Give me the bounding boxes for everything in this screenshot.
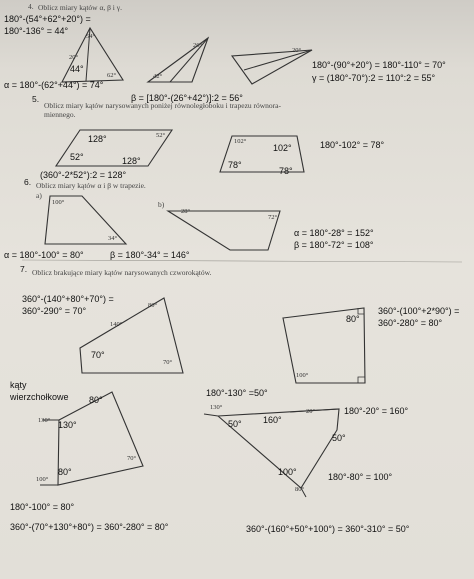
ex5-angle-label: 78° <box>228 160 242 170</box>
ex5-angle-label: 128° <box>122 156 141 166</box>
ex4-angle-label: 44° <box>70 64 84 74</box>
ex6-number: 6. <box>24 177 32 187</box>
ex7-angle-label: 100° <box>36 476 49 483</box>
ex7-angle-label: 70° <box>163 359 173 366</box>
ex7-q2-calc-2: 360°-280° = 80° <box>378 318 443 328</box>
ex7-vertical-angles-note-2: wierzchołkowe <box>10 392 69 402</box>
ex5-prompt-line-2: miennego. <box>44 110 76 119</box>
ex4-triangle-3 <box>232 50 312 84</box>
ex7-angle-label: 80° <box>295 486 305 493</box>
ex7-angle-label: 100° <box>296 372 309 379</box>
ex4-alpha-calc: α = 180°-(62°+44°) = 74° <box>4 80 104 90</box>
ex5-number: 5. <box>32 94 40 104</box>
ex6-calc-a1: α = 180°-100° = 80° <box>4 250 84 260</box>
ex5-angle-label: 102° <box>234 138 247 145</box>
ex7-angle-label: 20° <box>306 408 316 415</box>
ex6-prompt: Oblicz miary kątów α i β w trapezie. <box>36 181 146 190</box>
ex7-angle-label: 130° <box>210 404 223 411</box>
ex4-number: 4. <box>28 2 34 11</box>
ex4-angle-label: 42° <box>153 73 163 80</box>
ex4-angle-label: 62° <box>107 72 117 79</box>
ex7-q4-calc-20: 180°-20° = 160° <box>344 406 409 416</box>
ex7-angle-label: 70° <box>127 455 137 462</box>
ex5-angle-label: 102° <box>273 143 292 153</box>
ex7-q4-calc-top: 180°-130° =50° <box>206 388 268 398</box>
ex4-gamma-calc-2: γ = (180°-70°):2 = 110°:2 = 55° <box>312 73 436 83</box>
ex4-triangle-2-cevian <box>170 38 208 82</box>
ex6-calc-b2: β = 180°-72° = 108° <box>294 240 374 250</box>
ex7-q2-calc-1: 360°-(100°+2*90°) = <box>378 306 460 316</box>
ex7-angle-label: 80° <box>89 395 103 405</box>
ex6-angle-label: 34° <box>108 235 118 242</box>
ex7-angle-label: 160° <box>263 415 282 425</box>
ex6-sub-b: b) <box>158 200 165 209</box>
ex4-angle-label: 20° <box>292 47 302 54</box>
ex7-q3-calc-1: 180°-100° = 80° <box>10 502 75 512</box>
ex6-angle-label: 28° <box>181 208 191 215</box>
ex4-angle-label: 20° <box>69 54 79 61</box>
ex5-angle-label: 78° <box>279 166 293 176</box>
ex6-angle-label: 100° <box>52 199 65 206</box>
ex4-angle-label: 26° <box>193 42 203 49</box>
ex7-angle-label: 50° <box>228 419 242 429</box>
ex4-calc-1: 180°-(54°+62°+20°) = <box>4 14 91 24</box>
ex7-q1-calc-2: 360°-290° = 70° <box>22 306 87 316</box>
ex7-q4-calc-final: 360°-(160°+50°+100°) = 360°-310° = 50° <box>246 524 410 534</box>
ex7-angle-label: 130° <box>38 417 51 424</box>
ex7-angle-label: 50° <box>332 433 346 443</box>
ex4-calc-2: 180°-136° = 44° <box>4 26 69 36</box>
ex4-angle-label: 54° <box>86 33 96 40</box>
ex7-prompt: Oblicz brakujące miary kątów narysowanych czworokątów. <box>32 268 212 277</box>
ex7-q3-calc-2: 360°-(70°+130°+80°) = 360°-280° = 80° <box>10 522 169 532</box>
ex6-sub-a: a) <box>36 191 42 200</box>
ex6-divider <box>22 260 462 262</box>
ex6-calc-b1: α = 180°-28° = 152° <box>294 228 374 238</box>
ex6-angle-label: 72° <box>268 214 278 221</box>
ex7-number: 7. <box>20 264 28 274</box>
ex5-angle-label: 52° <box>70 152 84 162</box>
ex5-angle-label: 128° <box>88 134 107 144</box>
ex5-angle-label: 52° <box>156 132 166 139</box>
ex7-angle-label: 70° <box>91 350 105 360</box>
ex4-gamma-calc-1: 180°-(90°+20°) = 180°-110° = 70° <box>312 60 446 70</box>
ex7-q4-calc-100: 180°-80° = 100° <box>328 472 393 482</box>
ex7-angle-label: 130° <box>58 420 77 430</box>
ex7-angle-label: 80° <box>58 467 72 477</box>
ex5-para-calc: (360°-2*52°):2 = 128° <box>40 170 127 180</box>
ex5-prompt-line-1: Oblicz miary kątów narysowanych poniżej równoległoboku i trapezu równora- <box>44 101 282 110</box>
ex6-trapezoid-b <box>168 211 280 250</box>
ex6-calc-a2: β = 180°-34° = 146° <box>110 250 190 260</box>
ex7-angle-label: 80° <box>346 314 360 324</box>
ex4-prompt: Oblicz miary kątów α, β i γ. <box>38 3 122 12</box>
ex7-angle-label: 140° <box>110 321 123 328</box>
ex7-angle-label: 80° <box>148 302 158 309</box>
ex7-vertical-angles-note-1: kąty <box>10 380 27 390</box>
ex4-beta-calc: β = [180°-(26°+42°)]:2 = 56° <box>131 93 243 103</box>
ex5-trap-calc: 180°-102° = 78° <box>320 140 385 150</box>
ex7-angle-label: 100° <box>278 467 297 477</box>
ex7-quad-4-ext <box>204 414 218 416</box>
ex7-q1-calc-1: 360°-(140°+80°+70°) = <box>22 294 114 304</box>
